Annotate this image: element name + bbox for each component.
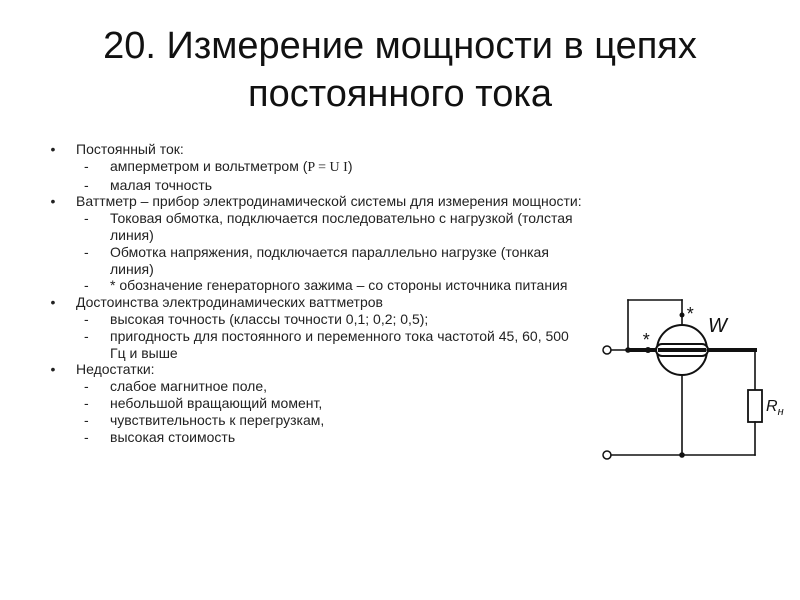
dash-marker: - [84, 176, 89, 193]
sub-list-item [46, 311, 586, 328]
sub-item-text: высокая стоимость [110, 428, 236, 445]
sub-list-item [46, 395, 586, 412]
bullet-text: Постоянный ток: [76, 141, 184, 157]
wattmeter-circuit-diagram [590, 290, 790, 470]
sub-item-text: пригодность для постоянного и переменного тока частотой 45, 60, 500 Гц и выше [110, 327, 569, 361]
bullet-list [46, 141, 586, 445]
dash-marker: - [84, 210, 89, 227]
sub-list-item [46, 177, 586, 194]
sub-item-text: амперметром и вольтметром ( [110, 157, 308, 174]
dash-marker: - [84, 277, 89, 294]
sub-list-item [46, 277, 586, 294]
load-label [766, 398, 784, 418]
dash-marker: - [84, 243, 89, 260]
sub-item-text: * обозначение генераторного зажима – со стороны источника питания [110, 277, 568, 294]
sub-list-item [46, 158, 586, 177]
list-item [46, 361, 586, 378]
page-title: 20. Измерение мощности в цепях постоянного тока [103, 25, 697, 115]
bullet-dot: • [50, 141, 56, 157]
junction-dot [679, 452, 685, 458]
list-item [46, 294, 586, 311]
sub-list-item [46, 429, 586, 446]
bullet-dot: • [50, 361, 56, 378]
sub-item-text: высокая точность (классы точности 0,1; 0,2; 0,5); [110, 310, 429, 327]
current-star-mark: * [642, 330, 650, 350]
list-item [46, 193, 586, 210]
sub-list-item [46, 412, 586, 429]
list-item [46, 141, 586, 158]
meter-label: W [708, 315, 727, 337]
dash-marker: - [84, 310, 89, 327]
power-formula: P = U I [307, 159, 348, 175]
bullet-text: Недостатки: [76, 361, 155, 378]
input-terminal-bottom [603, 451, 611, 459]
sub-item-suffix: ) [347, 157, 353, 174]
dash-marker: - [84, 157, 89, 174]
dash-marker: - [84, 394, 89, 411]
sub-list-item [46, 210, 586, 244]
bullet-dot: • [50, 193, 56, 210]
dash-marker: - [84, 327, 89, 344]
load-label-letter: R [766, 398, 778, 415]
bullet-text: Ваттметр – прибор электродинамической системы для измерения мощности: [76, 193, 582, 210]
voltage-star-mark: * [686, 304, 694, 324]
sub-item-text: небольшой вращающий момент, [110, 394, 323, 411]
load-label-subscript: н [777, 406, 784, 418]
load-resistor [748, 390, 762, 422]
bullet-dot: • [50, 294, 56, 311]
sub-item-text: чувствительность к перегрузкам, [110, 411, 325, 428]
bullet-text: Достоинства электродинамических ваттметров [76, 294, 383, 311]
sub-list-item [46, 328, 586, 362]
sub-item-text: малая точность [110, 176, 213, 193]
dash-marker: - [84, 428, 89, 445]
dash-marker: - [84, 411, 89, 428]
dash-marker: - [84, 378, 89, 395]
sub-list-item [46, 244, 586, 278]
sub-list-item [46, 378, 586, 395]
sub-item-text: Токовая обмотка, подключается последовательно с нагрузкой (толстая линия) [110, 210, 573, 243]
sub-item-text: Обмотка напряжения, подключается параллельно нагрузке (тонкая линия) [110, 243, 549, 277]
sub-item-text: слабое магнитное поле, [110, 378, 268, 395]
input-terminal-top [603, 346, 611, 354]
